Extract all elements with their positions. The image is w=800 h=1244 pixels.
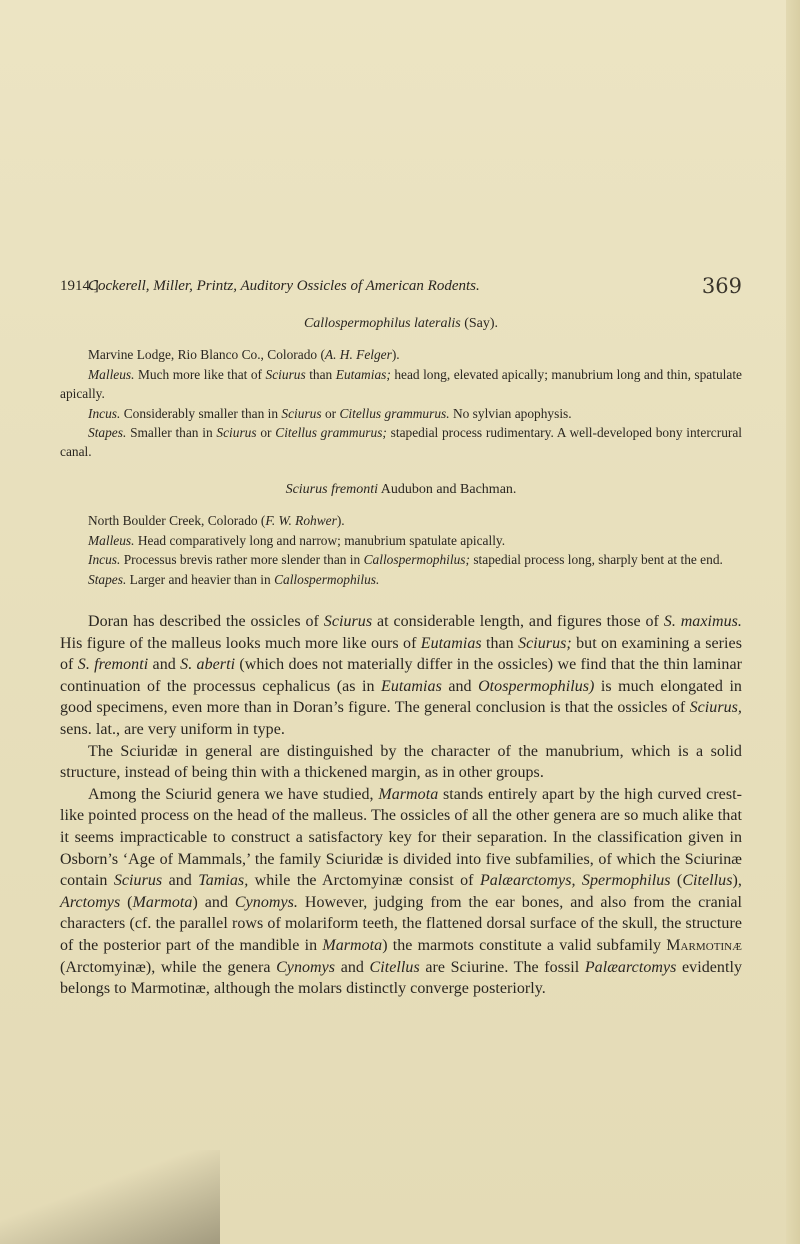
page-shadow [0,1150,220,1244]
running-header [60,274,742,304]
paragraph-sciuridae: The Sciuridæ in general are distinguished by the character of the manubrium, which is a solid structure, instead of being thin with a thickened margin, as in other groups. [60,742,742,782]
species-section-sciurus-fremonti [60,480,742,589]
locality: North Boulder Creek, Colorado (F. W. Rohwer). [88,513,345,529]
body-text [60,611,742,1000]
species-heading [60,480,742,499]
page-edge [786,0,800,1244]
paragraph-marmota: Among the Sciurid genera we have studied, Marmota stands entirely apart by the high curved crest-like pointed process on the head of the malleus. The ossicles of all the other genera are so much alike that it seems impracticable to construct a satisfactory key for their separation. In the classification given in Osborn’s ‘Age of Mammals,’ the family Sciuridæ is divided into five subfamilies, of which the Sciurinæ contain Sciurus and Tamias, while the Arctomyinæ consist of Palæarctomys, Spermophilus (Citellus), Arctomys (Marmota) and Cynomys. However, judging from the ear bones, and also from the cranial characters (cf. the parallel rows of molariform teeth, the flattened dorsal surface of the skull, the structure of the posterior part of the mandible in Marmota) the marmots constitute a valid subfamily Marmotinæ (Arctomyinæ), while the genera Cynomys and Citellus are Sciurine. The fossil Palæarctomys evidently belongs to Marmotinæ, although the molars distinctly converge posteriorly. [60,785,743,998]
species-heading [60,314,742,333]
incus-description: Incus. Considerably smaller than in Sciurus or Citellus grammurus. No sylvian apophysis. [88,405,572,421]
header-title: Cockerell, Miller, Printz, Auditory Ossicles of American Rodents. [88,278,480,294]
species-section-callospermophilus [60,314,742,462]
malleus-description: Malleus. Head comparatively long and narrow; manubrium spatulate apically. [88,532,506,548]
stapes-description: Stapes. Larger and heavier than in Callospermophilus. [88,571,380,587]
incus-description: Incus. Processus brevis rather more slender than in Callospermophilus; stapedial process long, sharply bent at the end. [88,552,723,568]
species-name: Callospermophilus lateralis [303,316,461,331]
locality: Marvine Lodge, Rio Blanco Co., Colorado (A. H. Felger). [88,347,400,363]
malleus-description: Malleus. Much more like that of Sciurus than Eutamias; head long, elevated apically; manubrium long and thin, spatulate apically. [60,366,742,402]
stapes-description: Stapes. Smaller than in Sciurus or Citellus grammurus; stapedial process rudimentary. A well-developed bony intercrural canal. [60,425,743,460]
species-authority: (Say). [464,316,499,331]
species-authority: Audubon and Bachman. [380,482,517,497]
paragraph-doran: Doran has described the ossicles of Sciurus at considerable length, and figures those of S. maximus. His figure of the malleus looks much more like ours of Eutamias than Sciurus; but on examining a series of S. fremonti and S. aberti (which does not materially differ in the ossicles) we find that the thin laminar continuation of the processus cephalicus (as in Eutamias and Otospermophilus) is much elongated in good specimens, even more than in Doran’s figure. The general conclusion is that the ossicles of Sciurus, sens. lat., are very uniform in type. [60,613,742,738]
page-number: 369 [701,274,742,298]
species-name: Sciurus fremonti [285,482,378,497]
header-year: 1914.] [60,278,99,294]
